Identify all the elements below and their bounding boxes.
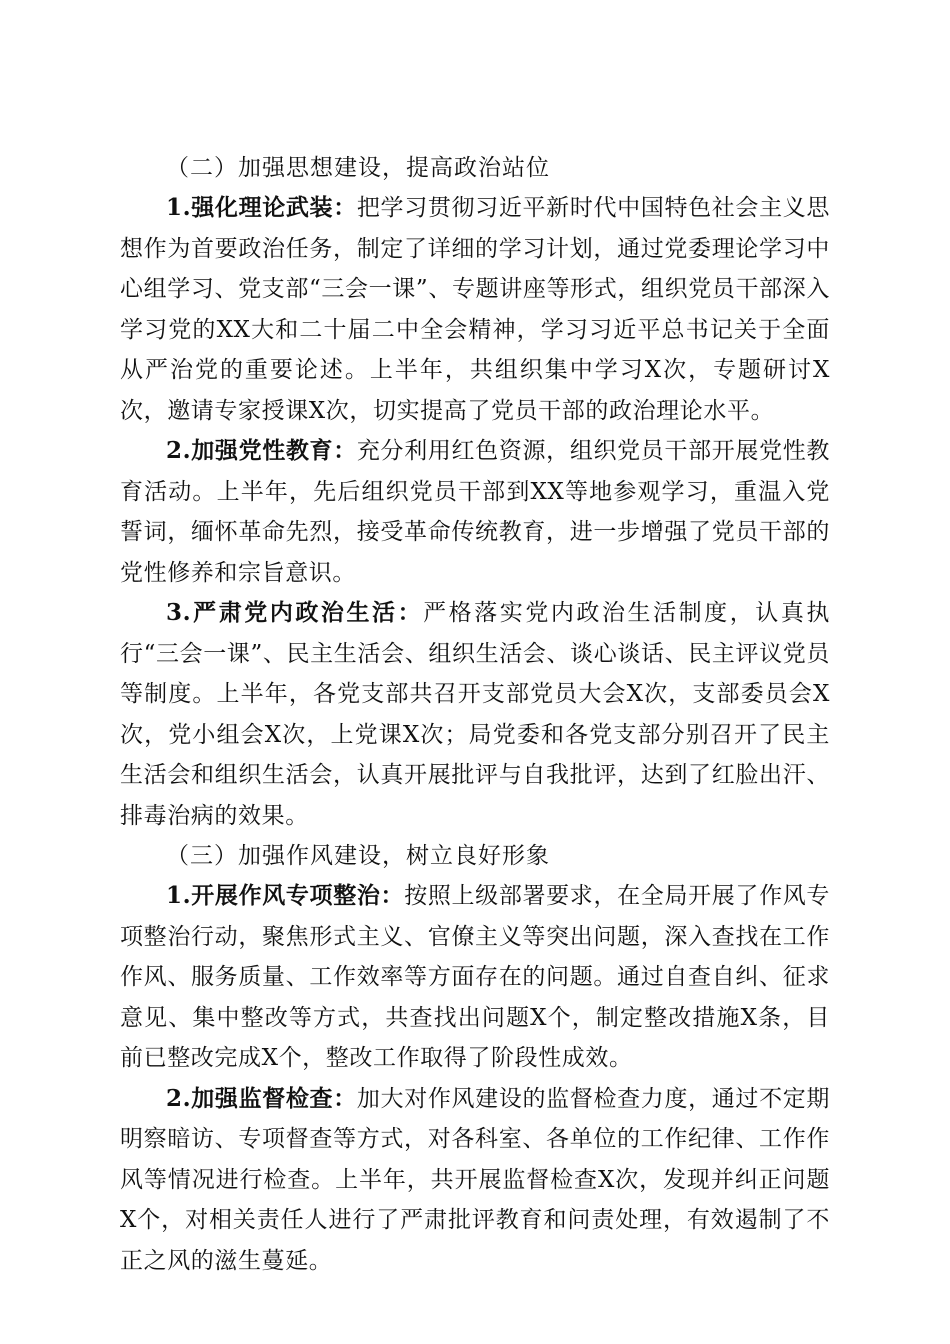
section-3-heading: （三）加强作风建设，树立良好形象 bbox=[166, 843, 550, 869]
paragraph-text: 把学习贯彻习近平新时代中国特色社会主义思想作为首要政治任务，制定了详细的学习计划，通过党委理论学习中心组学习、党支部“三会一课”、专题讲座等形式，组织党员干部深入学习党的XX大和二十届二中全会精神，学习习近平总书记关于全面从严治党的重要论述。上半年，共组织集中学习X次，专题研讨X次，邀请专家授课X次，切实提高了党员干部的政治理论水平。 bbox=[120, 195, 831, 424]
document-page bbox=[120, 148, 830, 1281]
paragraph-theory-study bbox=[120, 188, 830, 431]
paragraph-lead: 2.加强党性教育： bbox=[166, 437, 357, 464]
section-2-heading: （二）加强思想建设，提高政治站位 bbox=[166, 155, 550, 181]
paragraph-lead: 1.开展作风专项整治： bbox=[166, 882, 405, 909]
paragraph-text: 加大对作风建设的监督检查力度，通过不定期明察暗访、专项督查等方式，对各科室、各单位的工作纪律、工作作风等情况进行检查。上半年，共开展监督检查X次，发现并纠正问题X个，对相关责任人进行了严肃批评教育和问责处理，有效遏制了不正之风的滋生蔓延。 bbox=[120, 1085, 831, 1274]
paragraph-lead: 2.加强监督检查： bbox=[166, 1084, 357, 1112]
paragraph-lead: 1.强化理论武装： bbox=[166, 194, 357, 221]
paragraph-style-rectification bbox=[120, 876, 830, 1079]
paragraph-political-life bbox=[120, 593, 830, 836]
paragraph-text: 严格落实党内政治生活制度，认真执行“三会一课”、民主生活会、组织生活会、谈心谈话、民主评议党员等制度。上半年，各党支部共召开支部党员大会X次，支部委员会X次，党小组会X次，上党课X次；局党委和各党支部分别召开了民主生活会和组织生活会，认真开展批评与自我批评，达到了红脸出汗、排毒治病的效果。 bbox=[120, 600, 830, 829]
paragraph-text: 按照上级部署要求，在全局开展了作风专项整治行动，聚焦形式主义、官僚主义等突出问题，深入查找在工作作风、服务质量、工作效率等方面存在的问题。通过自查自纠、征求意见、集中整改等方式，共查找出问题X个，制定整改措施X条，目前已整改完成X个，整改工作取得了阶段性成效。 bbox=[120, 883, 830, 1071]
paragraph-supervision bbox=[120, 1079, 830, 1282]
paragraph-text: 充分利用红色资源，组织党员干部开展党性教育活动。上半年，先后组织党员干部到XX等地参观学习，重温入党誓词，缅怀革命先烈，接受革命传统教育，进一步增强了党员干部的党性修养和宗旨意识。 bbox=[120, 438, 831, 586]
paragraph-lead: 3.严肃党内政治生活： bbox=[166, 599, 424, 626]
paragraph-party-education bbox=[120, 431, 830, 593]
